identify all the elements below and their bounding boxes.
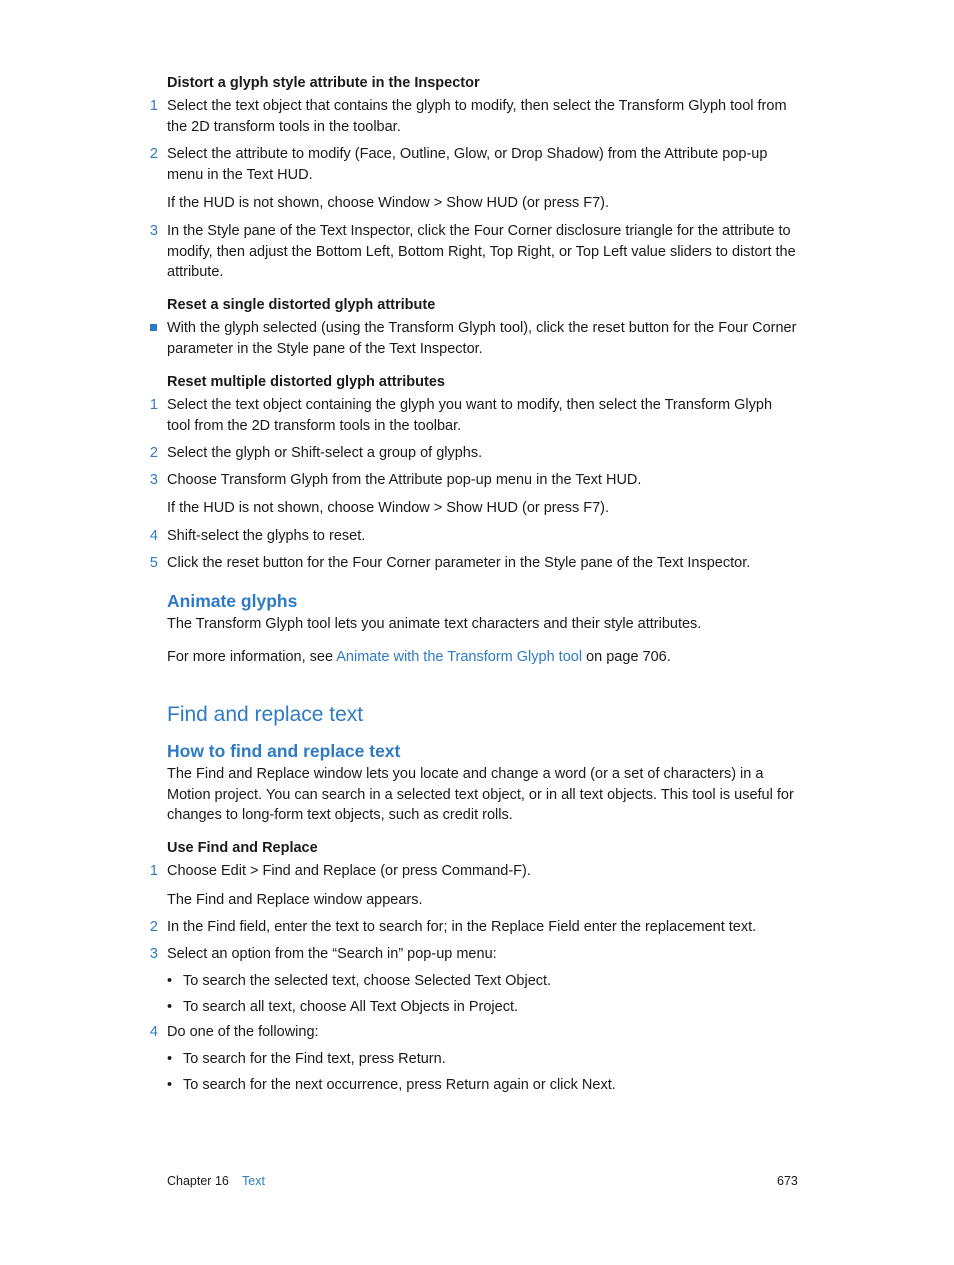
bullet-dot-icon: • [167,1077,173,1093]
step-note: If the HUD is not shown, choose Window > Show HUD (or press F7). [167,500,610,516]
step-text: Select the text object that contains the glyph to modify, then select the Transform Glyph tool from the 2D transform tools in the toolbar. [167,98,787,135]
step-item [140,944,800,965]
sub-bullet-item [167,1075,793,1096]
step-item [140,861,800,882]
bullet-dot-icon: • [167,999,173,1015]
step-number: 4 [149,1024,158,1040]
step-number: 3 [149,946,158,962]
step-number: 4 [149,528,158,544]
square-bullet-icon [150,324,157,331]
step-item [140,526,800,547]
bullet-dot-icon: • [167,973,173,989]
step-text: Do one of the following: [167,1024,319,1040]
step-item [140,96,800,137]
sub-bullet-text: To search the selected text, choose Selected Text Object. [183,973,552,989]
task-heading-reset-multiple: Reset multiple distorted glyph attributes [167,374,445,390]
step-item [140,917,800,938]
step-text: In the Find field, enter the text to search for; in the Replace Field enter the replacement text. [167,919,757,935]
sub-bullet-item [167,971,793,992]
step-text: Click the reset button for the Four Corner parameter in the Style pane of the Text Inspector. [167,555,751,571]
step-text: Shift-select the glyphs to reset. [167,528,366,544]
sub-bullet-item [167,997,793,1018]
footer-page-number: 673 [777,1174,798,1188]
step-note: If the HUD is not shown, choose Window > Show HUD (or press F7). [167,195,610,211]
step-number: 1 [149,98,158,114]
step-text: Select an option from the “Search in” pop-up menu: [167,946,497,962]
footer-chapter: Chapter 16 [167,1174,229,1188]
sub-bullet-text: To search for the Find text, press Return. [183,1051,446,1067]
step-item [140,144,800,185]
step-text: Choose Edit > Find and Replace (or press Command-F). [167,863,531,879]
more-info-suffix: on page 706. [582,649,671,665]
more-info-prefix: For more information, see [167,649,337,665]
step-text: Select the attribute to modify (Face, Outline, Glow, or Drop Shadow) from the Attribute pop-up menu in the Text HUD. [167,146,768,183]
step-text: Select the glyph or Shift-select a group of glyphs. [167,445,483,461]
sub-bullet-text: To search for the next occurrence, press Return again or click Next. [183,1077,616,1093]
bullet-item [140,318,800,359]
more-info-paragraph [167,647,797,668]
animate-transform-glyph-link[interactable]: Animate with the Transform Glyph tool [336,649,583,665]
step-text: Select the text object containing the glyph you want to modify, then select the Transform Glyph tool from the 2D transform tools in the toolbar. [167,397,773,434]
step-number: 2 [149,445,158,461]
step-item [140,553,800,574]
step-item [140,221,800,283]
bullet-dot-icon: • [167,1051,173,1067]
footer-section-link[interactable]: Text [242,1174,265,1188]
task-heading-distort: Distort a glyph style attribute in the Inspector [167,75,480,91]
step-text: In the Style pane of the Text Inspector, click the Four Corner disclosure triangle for the attribute to modify, then adjust the Bottom Left, Bottom Right, Top Right, or Top Left value sliders to distort the attribute. [167,223,796,280]
step-note: The Find and Replace window appears. [167,892,423,908]
sub-bullet-text: To search all text, choose All Text Objects in Project. [183,999,519,1015]
step-number: 2 [149,146,158,162]
step-item [140,395,800,436]
task-heading-use-find-replace: Use Find and Replace [167,840,318,856]
section-heading-animate-glyphs: Animate glyphs [167,591,298,611]
step-text: Choose Transform Glyph from the Attribute pop-up menu in the Text HUD. [167,472,642,488]
step-item [140,443,800,464]
section-body: The Find and Replace window lets you locate and change a word (or a set of characters) in a Motion project. You can search in a selected text object, or in all text objects. This tool is useful for changes to long-form text objects, such as credit rolls. [167,766,794,823]
sub-bullet-item [167,1049,793,1070]
task-heading-reset-single: Reset a single distorted glyph attribute [167,297,436,313]
chapter-heading-find-replace: Find and replace text [167,703,364,726]
step-item [140,470,800,491]
step-number: 1 [149,397,158,413]
section-heading-how-to-find-replace: How to find and replace text [167,741,401,761]
step-number: 3 [149,223,158,239]
step-number: 5 [149,555,158,571]
step-number: 1 [149,863,158,879]
step-number: 2 [149,919,158,935]
step-number: 3 [149,472,158,488]
step-item [140,1022,800,1043]
bullet-text: With the glyph selected (using the Transform Glyph tool), click the reset button for the Four Corner parameter in the Style pane of the Text Inspector. [167,320,797,357]
section-body: The Transform Glyph tool lets you animate text characters and their style attributes. [167,616,702,632]
